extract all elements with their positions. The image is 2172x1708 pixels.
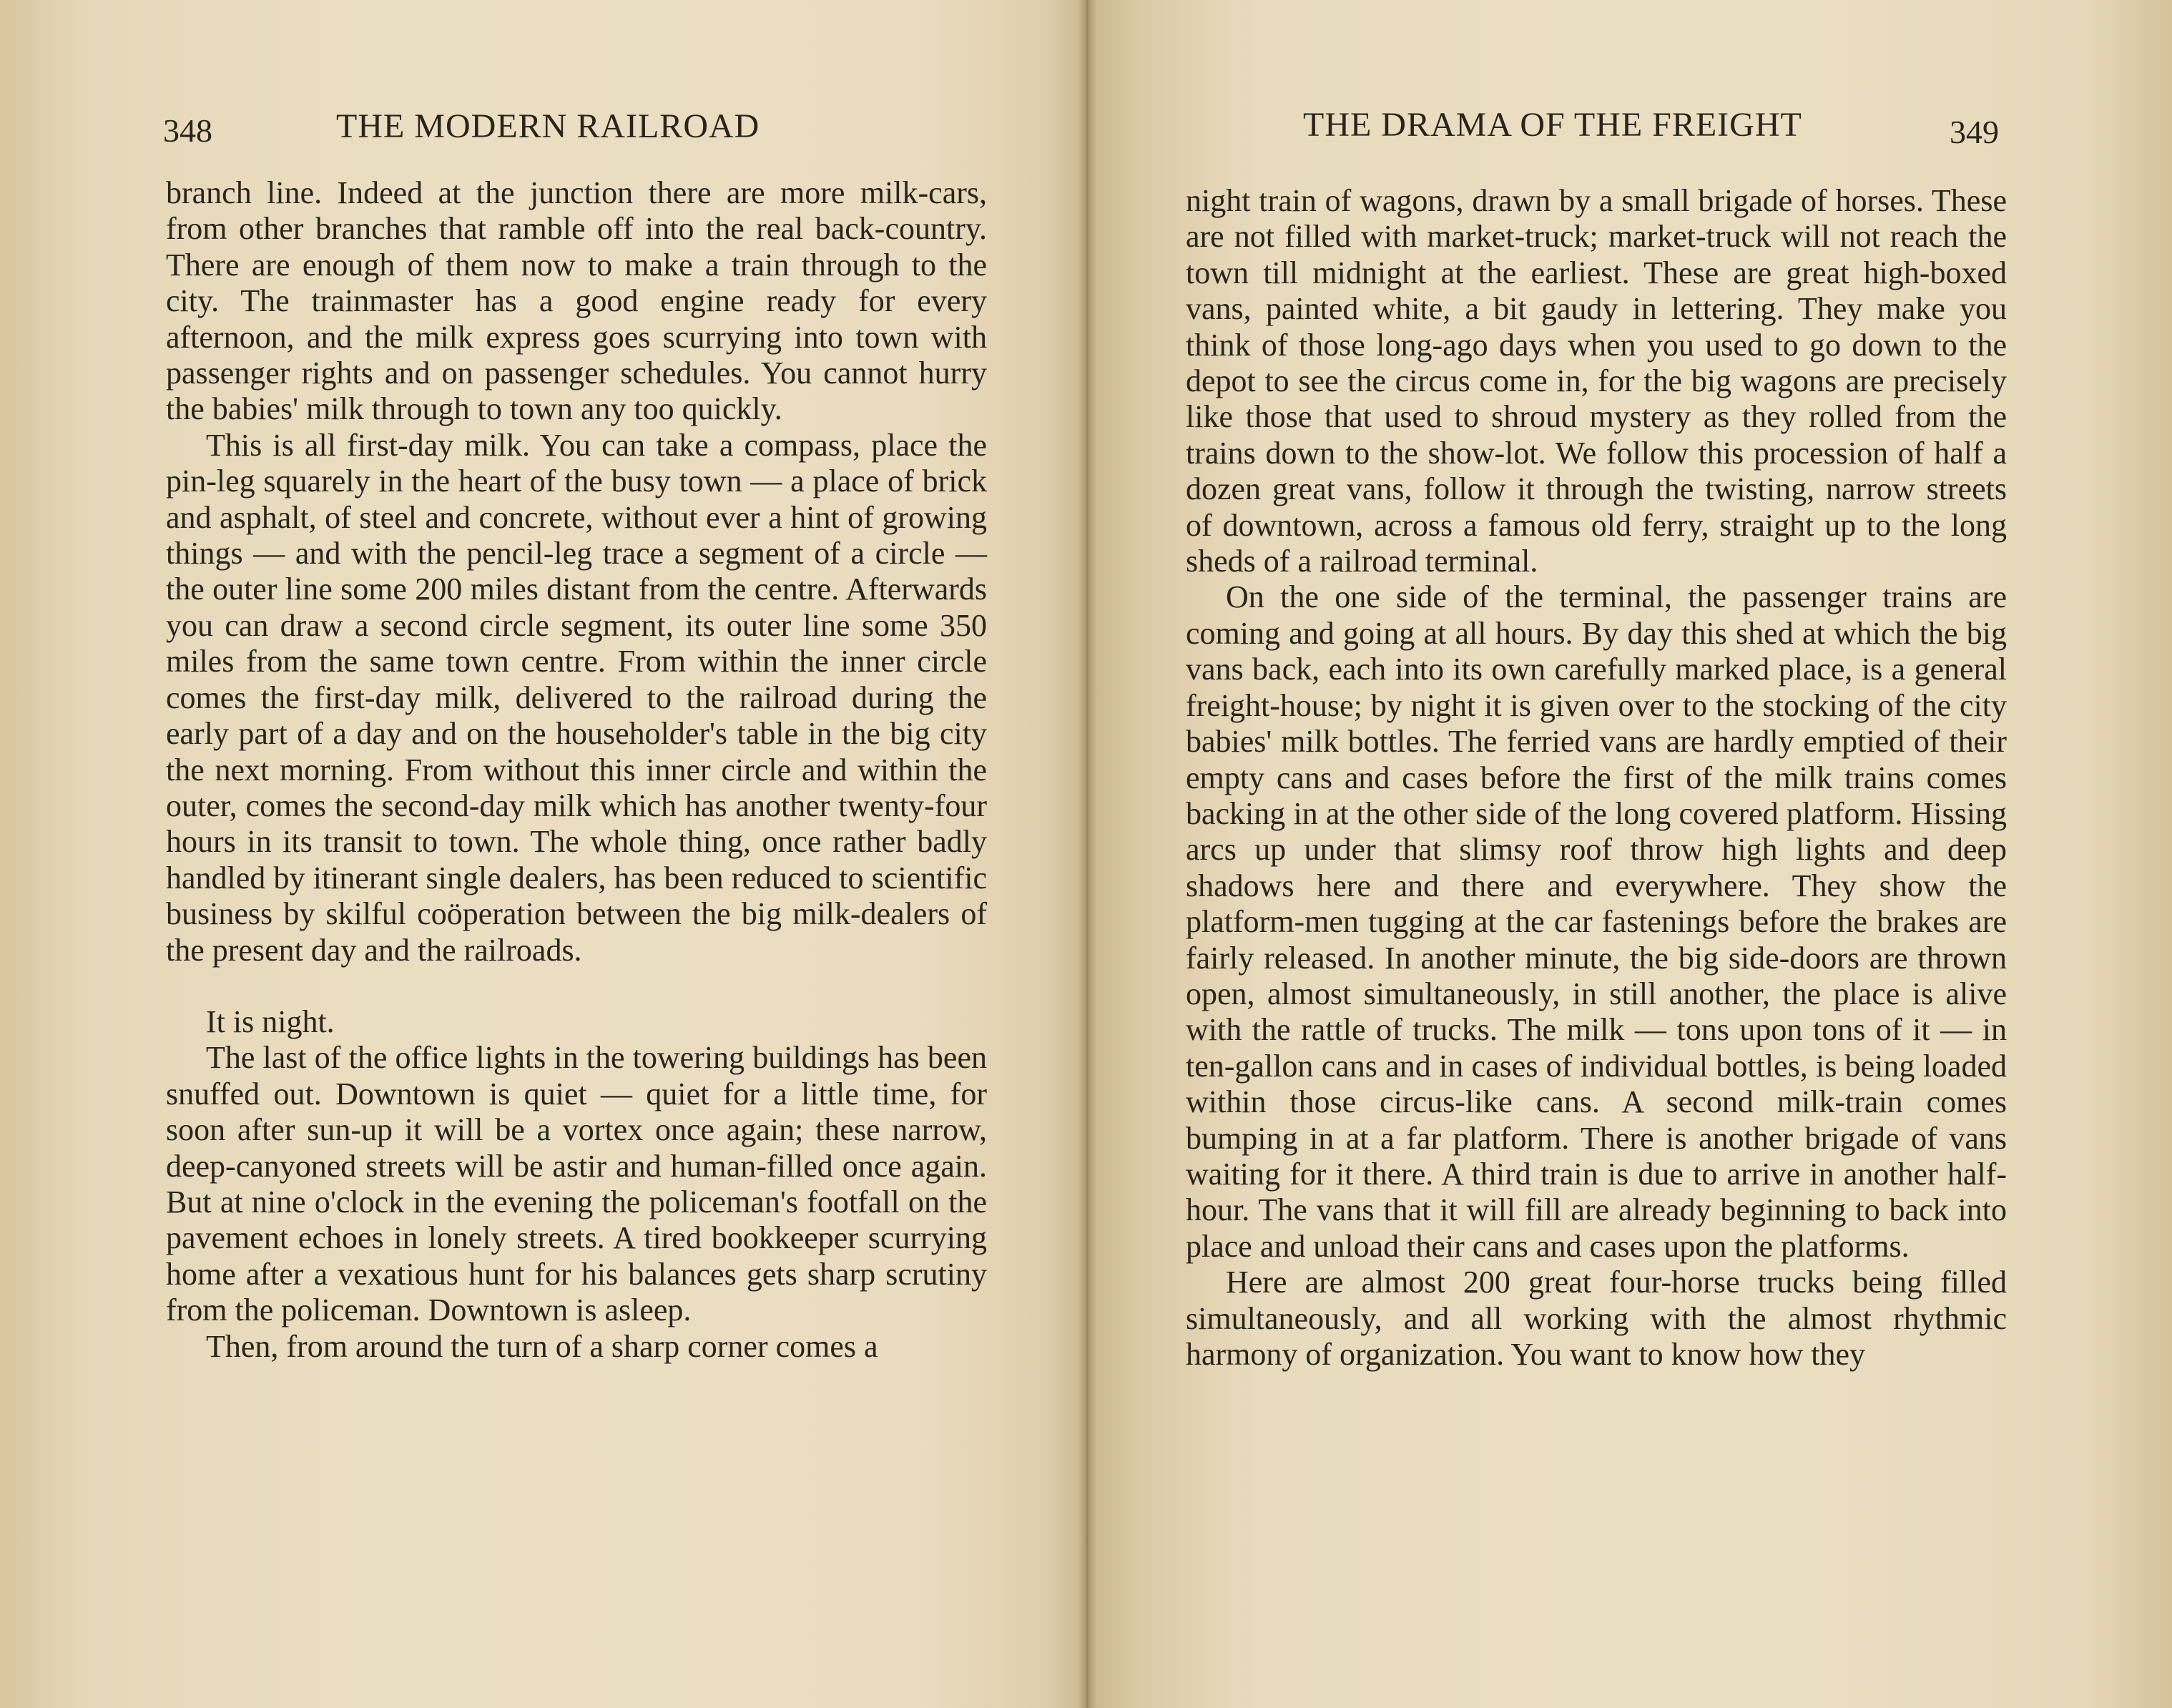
book-gutter (1078, 0, 1096, 1708)
paragraph: On the one side of the terminal, the passenger trains are coming and going at all hours. By day this shed at which the big vans back, each into its own carefully marked place, is a general freight-house; by night it is given over to the stocking of the city babies' milk bottles. The ferried vans are hardly emptied of their empty cans and cases before the first of the milk trains comes backing in at the other side of the long covered platform. Hissing arcs up under that slimsy roof throw high lights and deep shadows here and there and everywhere. They show the platform-men tugging at the car fastenings before the brakes are fairly released. In another minute, the big side-doors are thrown open, almost simultaneously, in still another, the place is alive with the rattle of trucks. The milk — tons upon tons of it — in ten-gallon cans and in cases of individual bottles, is being loaded within those circus-like cans. A second milk-train comes bumping in at a far platform. There is another brigade of vans waiting for it there. A third train is due to arrive in another half-hour. The vans that it will fill are already beginning to back into place and unload their cans and cases upon the platforms. (1186, 579, 2007, 1264)
left-page (0, 0, 1080, 1708)
page-body (166, 175, 987, 1365)
page-number: 348 (163, 112, 212, 149)
page-body (1186, 183, 2007, 1373)
paragraph: It is night. (206, 1003, 335, 1039)
paragraph: night train of wagons, drawn by a small brigade of horses. These are not filled with market-truck; market-truck will not reach the town till midnight at the earliest. These are great high-boxed vans, painted white, a bit gaudy in lettering. They make you think of those long-ago days when you used to go down to the depot to see the circus come in, for the big wagons are precisely like those that used to shroud mystery as they rolled from the trains down to the show-lot. We follow this procession of half a dozen great vans, follow it through the twisting, narrow streets of downtown, across a famous old ferry, straight up to the long sheds of a railroad terminal. (1186, 183, 2007, 579)
paragraph: The last of the office lights in the towering buildings has been snuffed out. Downtown is quiet — quiet for a little time, for soon after sun-up it will be a vortex once again; these narrow, deep-canyoned streets will be astir and human-filled once again. But at nine o'clock in the evening the policeman's footfall on the pavement echoes in lonely streets. A tired bookkeeper scurrying home after a vexatious hunt for his balances gets sharp scrutiny from the policeman. Downtown is asleep. (166, 1040, 987, 1328)
right-page (1094, 0, 2172, 1708)
paragraph: Then, from around the turn of a sharp corner comes a (206, 1328, 878, 1364)
paragraph: Here are almost 200 great four-horse trucks being filled simultaneously, and all working with the almost rhythmic harmony of organization. You want to know how they (1186, 1265, 2007, 1372)
running-head: THE DRAMA OF THE FREIGHT (1303, 106, 1802, 144)
page-number: 349 (1950, 114, 1999, 150)
paragraph: branch line. Indeed at the junction there are more milk-cars, from other branches that ramble off into the real back-country. There are enough of them now to make a train through to the city. The trainmaster has a good engine ready for every afternoon, and the milk express goes scurrying into town with passenger rights and on passenger schedules. You cannot hurry the babies' milk through to town any too quickly. (166, 175, 987, 427)
paragraph: This is all first-day milk. You can take a compass, place the pin-leg squarely in the heart of the busy town — a place of brick and asphalt, of steel and concrete, without ever a hint of growing things — and with the pencil-leg trace a segment of a circle — the outer line some 200 miles distant from the centre. Afterwards you can draw a second circle segment, its outer line some 350 miles from the same town centre. From within the inner circle comes the first-day milk, delivered to the railroad during the early part of a day and on the householder's table in the big city the next morning. From without this inner circle and within the outer, comes the second-day milk which has another twenty-four hours in its transit to town. The whole thing, once rather badly handled by itinerant single dealers, has been reduced to scientific business by skilful coöperation between the big milk-dealers of the present day and the railroads. (166, 427, 987, 968)
running-head: THE MODERN RAILROAD (336, 107, 760, 145)
